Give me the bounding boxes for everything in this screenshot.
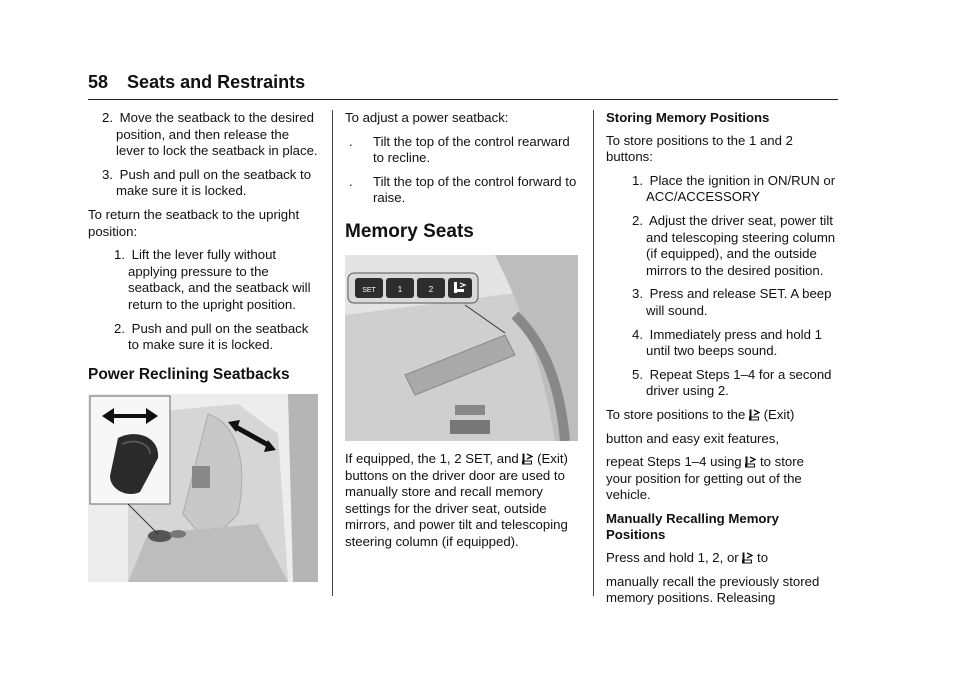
- paragraph: To store positions to the 1 and 2 buttons:: [606, 132, 793, 165]
- paragraph: repeat Steps 1–4 using to store your position for getting out of the vehicle.: [606, 454, 804, 503]
- step-item: 2. Move the seatback to the desired position, and then release the lever to lock the seatback in place.: [102, 110, 318, 159]
- exit-icon: [745, 456, 756, 468]
- step-item: 4. Immediately press and hold 1 until two beeps sound.: [632, 326, 822, 359]
- step-item: 3. Push and pull on the seatback to make sure it is locked.: [102, 166, 312, 199]
- step-item: 5. Repeat Steps 1–4 for a second driver using 2.: [632, 366, 832, 399]
- paragraph: manually recall the previously stored memory positions. Releasing: [606, 573, 820, 606]
- column-3: [606, 110, 838, 614]
- paragraph: button and easy exit features,: [606, 430, 780, 446]
- bullet-item: . Tilt the top of the control rearward to recline.: [349, 133, 570, 166]
- bullet-item: . Tilt the top of the control forward to raise.: [349, 173, 577, 206]
- step-item: 1. Lift the lever fully without applying pressure to the seatback, and the seatback will return to the upright position.: [114, 247, 311, 312]
- step-item: 2. Push and pull on the seatback to make sure it is locked.: [114, 320, 309, 353]
- section-heading: Memory Seats: [345, 220, 474, 242]
- paragraph: If equipped, the 1, 2 SET, and (Exit) buttons on the driver door are used to manually store and recall memory settings for the driver seat, outside mirrors, and power tilt and telescoping steering column (if equipped).: [345, 450, 568, 549]
- step-item: 3. Press and release SET. A beep will sound.: [632, 286, 832, 318]
- memory-buttons-figure: [345, 255, 578, 441]
- column-divider: [593, 110, 594, 596]
- exit-icon: [749, 409, 760, 421]
- page-number: 58: [88, 72, 109, 92]
- power-recliner-figure: [88, 394, 318, 582]
- column-1: [88, 110, 320, 582]
- step-item: 2. Adjust the driver seat, power tilt and telescoping steering column (if equipped), and the outside mirrors to the desired position.: [632, 212, 836, 278]
- section-title: Seats and Restraints: [127, 72, 306, 92]
- column-2: [345, 110, 578, 558]
- button-1-label: 1: [397, 284, 403, 294]
- column-divider: [332, 110, 333, 596]
- paragraph: To return the seatback to the upright position:: [88, 206, 300, 239]
- exit-icon: [742, 552, 753, 564]
- paragraph: To store positions to the (Exit): [606, 406, 795, 422]
- page-header: [88, 72, 305, 93]
- step-item: 1. Place the ignition in ON/RUN or ACC/ACCESSORY: [632, 172, 836, 205]
- paragraph: To adjust a power seatback:: [345, 110, 509, 125]
- header-rule: [88, 99, 838, 100]
- section-heading: Manually Recalling Memory Positions: [606, 510, 779, 543]
- exit-icon: [522, 453, 533, 465]
- set-button-label: SET: [362, 286, 376, 294]
- section-heading: Power Reclining Seatbacks: [88, 365, 290, 383]
- paragraph: Press and hold 1, 2, or to: [606, 550, 769, 566]
- section-heading: Storing Memory Positions: [606, 110, 770, 125]
- button-2-label: 2: [428, 284, 434, 294]
